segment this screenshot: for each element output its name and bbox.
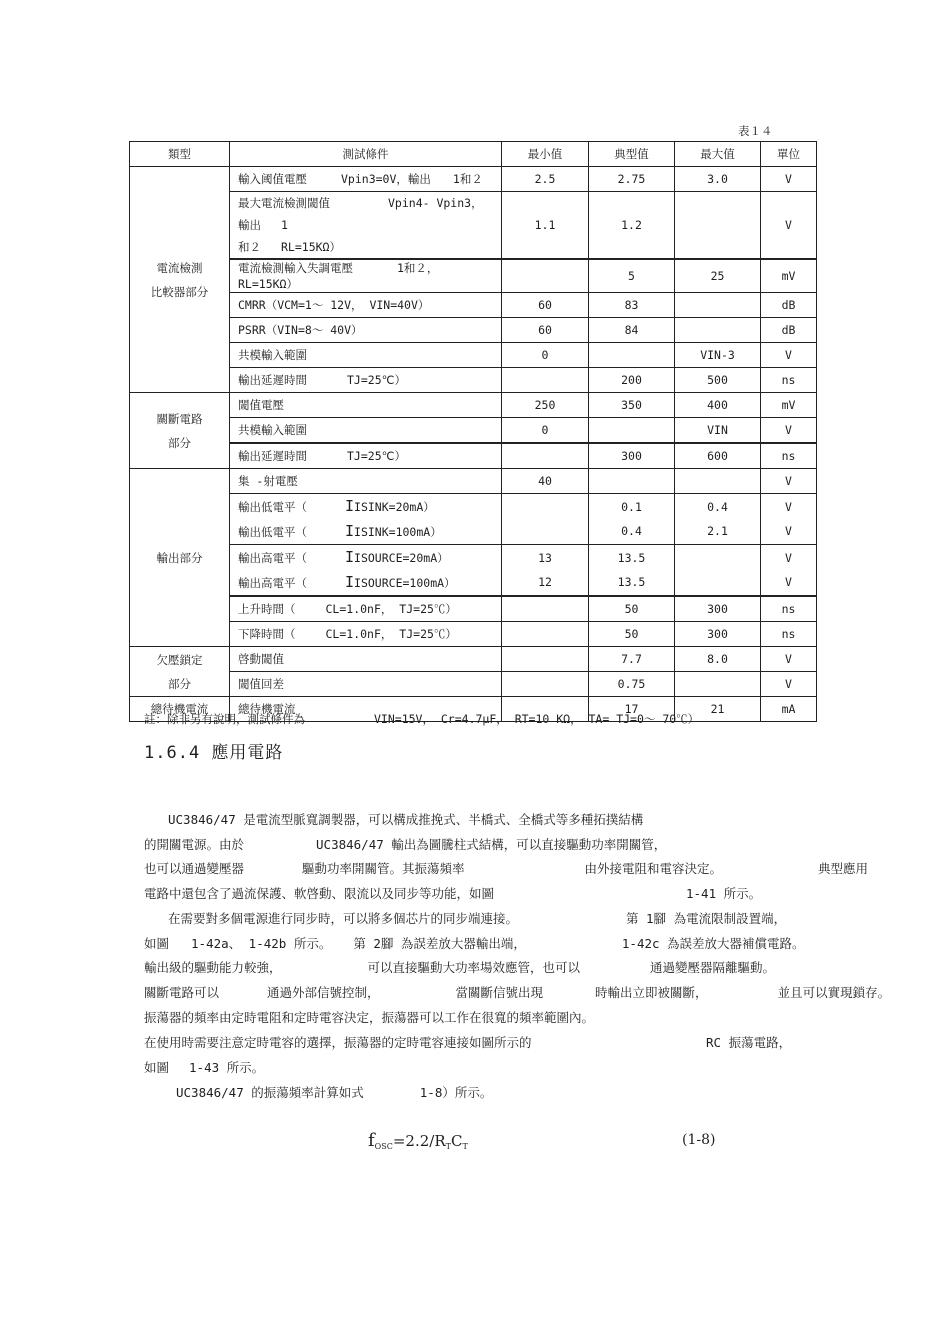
text-line: 也可以通過變壓器 驅動功率開關管。其振蕩頻率 由外接電阻和電容決定。 典型應用 [144,861,869,876]
spec-table [129,141,817,722]
text-line: 第 1腳 為電流限制設置端， [626,911,787,926]
table-note-left: 註：除非另有說明，測試條件為 [144,712,305,726]
table-row-pair: 輸出低電平（ IISINK=20mA） 輸出低電平（ IISINK=100mA） 0.1 0.4 0.4 2.1 V V [130,494,817,545]
table-row: 關斷電路 部分 閾值電壓 250 350 400 mV [130,393,817,418]
text-line: 關斷電路可以 通過外部信號控制， 當關斷信號出現 時輸出立即被關斷， 並且可以實現鎖存。 [144,985,891,1000]
table-row: 總待機電流 總待機電流 17 21 mA [130,697,817,722]
formula-number: (1-8) [682,1132,716,1148]
header-typ: 典型值 [589,142,675,167]
table-row: 電流檢測輸入失調電壓 1和２，RL=15KΩ） 5 25 mV [130,259,817,293]
table-row: PSRR（VIN=8～ 40V） 60 84 dB [130,318,817,343]
table-row: 共模輸入範圍 0 VIN V [130,418,817,444]
header-type: 類型 [130,142,230,167]
table-caption: 表１４ [738,124,773,138]
category-comparator: 電流檢測 比較器部分 [130,167,230,393]
text-line: UC3846/47 的振蕩頻率計算如式 1-8）所示。 [176,1085,493,1100]
formula: $f_{OSC}=2.2/R_TC_T$ [368,1130,468,1151]
text-line: 輸出級的驅動能力較強， 可以直接驅動大功率場效應管，也可以 通過變壓器隔離驅動。 [144,960,776,975]
table-row: CMRR（VCM=1～ 12V， VIN=40V） 60 83 dB [130,293,817,318]
table-row: 最大電流檢測閾值 Vpin4- Vpin3，輸出 1 和２ RL=15KΩ） 1.1 1.2 V [130,192,817,260]
category-uvlo: 欠壓鎖定 部分 [130,647,230,697]
text-line: 的開關電源。由於 UC3846/47 輸出為圖騰柱式結構，可以直接驅動功率開關管， [144,837,667,852]
text-line: 1-41 所示。 [686,886,762,901]
header-max: 最大值 [675,142,761,167]
category-total: 總待機電流 [130,697,230,722]
table-row: 輸出延遲時間 TJ=25℃） 300 600 ns [130,443,817,469]
table-row: 共模輸入範圍 0 VIN-3 V [130,343,817,368]
text-line: 電路中還包含了過流保護、軟啓動、限流以及同步等功能，如圖 [144,886,495,901]
header-condition: 測試條件 [230,142,502,167]
text-line: 如圖 1-42a、 1-42b 所示。 第 2腳 為誤差放大器輸出端， 1-42c 為誤差放大器補償電路。 [144,936,805,951]
header-min: 最小值 [502,142,589,167]
text-line: 在使用時需要注意定時電容的選擇，振蕩器的定時電容連接如圖所示的 [144,1035,532,1050]
text-line: 如圖 1-43 所示。 [144,1060,265,1075]
header-unit: 單位 [761,142,817,167]
table-row: 閾值回差 0.75 V [130,672,817,697]
table-row-pair: 輸出高電平（ IISOURCE=20mA） 輸出高電平（ IISOURCE=100mA） 13 12 13.5 13.5 V V [130,545,817,597]
text-line: 振蕩器的頻率由定時電阻和定時電容決定，振蕩器可以工作在很寬的頻率範圍內。 [144,1010,595,1025]
table-row: 欠壓鎖定 部分 啓動閾值 7.7 8.0 V [130,647,817,672]
table-row: 輸出部分 集 -射電壓 40 V [130,469,817,494]
category-shutdown: 關斷電路 部分 [130,393,230,469]
table-header-row [130,142,817,167]
category-output: 輸出部分 [130,469,230,647]
table-note-right: VIN=15V， Cr=4.7μF， RT=10 KΩ， TA= TJ=0～ 70℃） [374,712,700,726]
table-row: 輸出延遲時間 TJ=25℃） 200 500 ns [130,368,817,393]
table-row: 電流檢測 比較器部分 輸入阈值電壓 Vpin3=0V，輸出 1和２ 2.5 2.75 3.0 V [130,167,817,192]
table-row: 上升時間（ CL=1.0nF， TJ=25℃） 50 300 ns [130,596,817,622]
section-heading: 1.6.4 應用電路 [144,743,284,763]
table-row: 下降時間（ CL=1.0nF， TJ=25℃） 50 300 ns [130,622,817,647]
text-line: 在需要對多個電源進行同步時，可以將多個芯片的同步端連接。 [168,911,519,926]
text-line: RC 振蕩電路， [706,1035,792,1050]
text-line: UC3846/47 是電流型脈寬調製器，可以構成推挽式、半橋式、全橋式等多種拓撲結構 [168,812,644,827]
